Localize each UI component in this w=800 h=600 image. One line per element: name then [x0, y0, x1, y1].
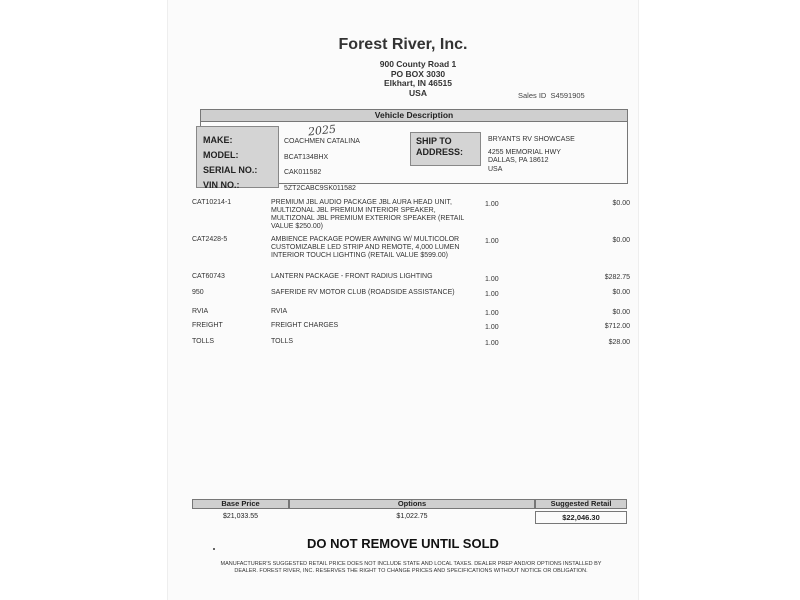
sales-id-label: Sales ID — [518, 91, 547, 100]
line-price: $282.75 — [604, 274, 630, 281]
serial-value: CAK011582 — [284, 169, 322, 176]
vehicle-labels — [196, 126, 279, 188]
sales-id-value: S4591905 — [550, 91, 585, 100]
do-not-remove-notice: DO NOT REMOVE UNTIL SOLD — [307, 536, 499, 551]
base-price-value: $21,033.55 — [222, 513, 259, 520]
company-name: Forest River, Inc. — [338, 36, 468, 53]
vin-value: 5ZT2CABC9SK011582 — [284, 184, 356, 192]
line-code: CAT60743 — [192, 273, 225, 280]
suggested-retail-value: $22,046.30 — [535, 511, 627, 524]
handwritten-year: 2025 — [307, 122, 337, 139]
options-value: $1,022.75 — [396, 513, 428, 520]
line-quantity: 1.00 — [485, 340, 499, 347]
ship-to-line: BRYANTS RV SHOWCASE — [488, 136, 575, 143]
line-quantity: 1.00 — [485, 276, 499, 283]
line-price: $0.00 — [612, 289, 630, 296]
line-code: TOLLS — [192, 338, 215, 345]
line-description: PREMIUM JBL AUDIO PACKAGE JBL AURA HEAD UNIT, MULTIZONAL JBL PREMIUM INTERIOR SPEAKER, MULTIZONAL JBL PREMIUM EXTERIOR SPEAKER (RETAIL VALUE $250.00) — [271, 199, 465, 230]
line-description: SAFERIDE RV MOTOR CLUB (ROADSIDE ASSISTANCE) — [271, 289, 455, 296]
ship-to-line: USA — [488, 165, 503, 173]
address-line: Elkhart, IN 46515 — [383, 78, 453, 89]
line-price: $712.00 — [604, 323, 630, 330]
disclaimer-line-2: DEALER. FOREST RIVER, INC. RESERVES THE RIGHT TO CHANGE PRICES AND SPECIFICATIONS WITHOUT NOTICE OR OBLIGATION. — [234, 568, 588, 574]
window-sticker — [168, 0, 638, 600]
vehicle-values — [284, 134, 360, 196]
vehicle-description-header: Vehicle Description — [200, 109, 628, 122]
line-code: RVIA — [192, 308, 209, 315]
address-line: PO BOX 3030 — [390, 68, 446, 79]
line-price: $0.00 — [612, 200, 630, 207]
line-description: TOLLS — [271, 338, 294, 345]
line-quantity: 1.00 — [485, 291, 499, 298]
make-label: MAKE: — [203, 135, 233, 145]
suggested-retail-header: Suggested Retail — [535, 499, 627, 509]
ship-to-address — [488, 136, 575, 174]
line-quantity: 1.00 — [485, 238, 499, 245]
disclaimer — [196, 561, 626, 575]
model-value: BCAT134BHX — [284, 153, 329, 161]
disclaimer-line-1: MANUFACTURER'S SUGGESTED RETAIL PRICE DOES NOT INCLUDE STATE AND LOCAL TAXES. DEALER PREP AND/OR OPTIONS INSTALLED BY — [220, 561, 602, 567]
line-description: RVIA — [271, 308, 288, 315]
line-quantity: 1.00 — [485, 201, 499, 208]
line-code: CAT2428-5 — [192, 236, 228, 243]
line-price: $28.00 — [608, 339, 630, 346]
line-description: AMBIENCE PACKAGE POWER AWNING W/ MULTICOLOR CUSTOMIZABLE LED STRIP AND REMOTE, 4,000 LUMEN INTERIOR TOUCH LIGHTING (RETAIL VALUE $599.00) — [271, 236, 460, 259]
ship-to-line: 4255 MEMORIAL HWY — [488, 148, 561, 156]
make-value: COACHMEN CATALINA — [284, 138, 360, 145]
options-header: Options — [289, 499, 535, 509]
address-line: USA — [409, 87, 427, 98]
address-line: 900 County Road 1 — [379, 59, 457, 69]
line-quantity: 1.00 — [485, 324, 499, 331]
serial-label: SERIAL NO.: — [203, 165, 258, 175]
sales-id — [518, 91, 585, 100]
vin-label: VIN NO.: — [203, 180, 240, 190]
company-address — [368, 60, 468, 98]
line-code: FREIGHT — [192, 322, 223, 329]
base-price-header: Base Price — [192, 499, 289, 509]
ship-to-label: SHIP TO ADDRESS: — [410, 132, 481, 166]
line-price: $0.00 — [612, 237, 630, 244]
line-description: FREIGHT CHARGES — [271, 322, 339, 329]
ship-to-line: DALLAS, PA 18612 — [488, 157, 549, 164]
line-code: 950 — [192, 289, 204, 296]
line-quantity: 1.00 — [485, 310, 499, 317]
model-label: MODEL: — [203, 150, 239, 160]
line-code: CAT10214-1 — [192, 199, 232, 206]
line-description: LANTERN PACKAGE - FRONT RADIUS LIGHTING — [271, 273, 433, 280]
line-price: $0.00 — [612, 309, 630, 316]
